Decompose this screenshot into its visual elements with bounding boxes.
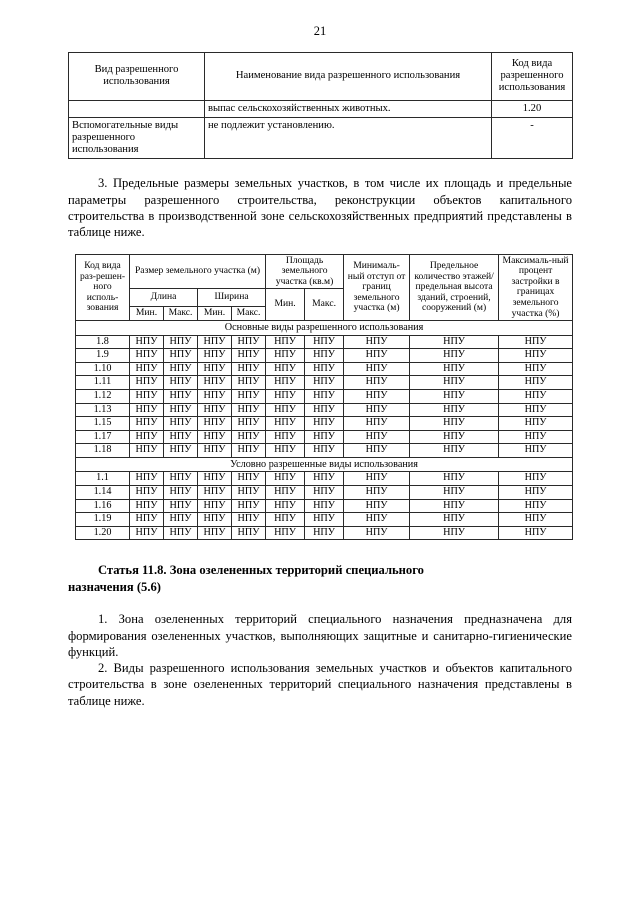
cell-width-min: НПУ [198, 417, 232, 431]
cell-width-max: НПУ [232, 417, 266, 431]
cell-floors: НПУ [410, 444, 499, 458]
cell-area-max: НПУ [305, 499, 344, 513]
cell-coverage: НПУ [499, 526, 573, 540]
table-row [76, 417, 573, 431]
table-row [76, 403, 573, 417]
table-row [76, 472, 573, 486]
cell-area-max: НПУ [305, 417, 344, 431]
cell-length-max: НПУ [164, 485, 198, 499]
cell-width-min: НПУ [198, 362, 232, 376]
article-paragraph-2: 2. Виды разрешенного использования земельных участков и объектов капитального строительства в зоне озелененных территорий специального назначения представлены в таблице ниже. [68, 661, 572, 708]
cell-floors: НПУ [410, 485, 499, 499]
article-paragraph-1: 1. Зона озелененных территорий специального назначения предназначена для формирования озелененных участков, выполняющих защитные и санитарно-гигиенические функций. [68, 612, 572, 659]
cell-floors: НПУ [410, 349, 499, 363]
cell-width-min: НПУ [198, 513, 232, 527]
cell-setback: НПУ [344, 349, 410, 363]
cell-code: 1.12 [76, 389, 130, 403]
cell-area-max: НПУ [305, 335, 344, 349]
permitted-use-table [68, 52, 573, 159]
header-max-floors: Предельное количество этажей/ предельная высота зданий, строений, сооружений (м) [410, 254, 499, 321]
cell-area-max: НПУ [305, 472, 344, 486]
cell-floors: НПУ [410, 335, 499, 349]
cell-floors: НПУ [410, 513, 499, 527]
cell-coverage: НПУ [499, 513, 573, 527]
cell-length-min: НПУ [130, 430, 164, 444]
table-row [76, 499, 573, 513]
cell-floors: НПУ [410, 499, 499, 513]
cell-use-name: не подлежит установлению. [205, 117, 492, 159]
header-width-min: Мин. [198, 307, 232, 321]
cell-width-max: НПУ [232, 362, 266, 376]
cell-use-code: - [492, 117, 573, 159]
paragraph-limit-sizes: 3. Предельные размеры земельных участков, в том числе их площадь и предельные параметры разрешенного строительства, реконструкции объектов капитального строительства в производственной зоне сельскохозяйственных предприятий представлены в таблице ниже. [68, 176, 572, 240]
cell-coverage: НПУ [499, 389, 573, 403]
cell-area-min: НПУ [266, 485, 305, 499]
cell-setback: НПУ [344, 430, 410, 444]
cell-floors: НПУ [410, 417, 499, 431]
cell-floors: НПУ [410, 430, 499, 444]
permitted-use-table-wrapper [0, 42, 640, 159]
table-row [76, 430, 573, 444]
cell-area-min: НПУ [266, 513, 305, 527]
cell-length-max: НПУ [164, 499, 198, 513]
cell-length-min: НПУ [130, 362, 164, 376]
table-header-row [69, 53, 573, 101]
cell-coverage: НПУ [499, 349, 573, 363]
cell-length-max: НПУ [164, 362, 198, 376]
limit-parameters-table [75, 254, 573, 541]
header-max-coverage: Максималь-ный процент застройки в границах земельного участка (%) [499, 254, 573, 321]
cell-length-max: НПУ [164, 430, 198, 444]
header-use-type: Вид разрешенного использования [69, 53, 205, 101]
cell-length-max: НПУ [164, 417, 198, 431]
cell-length-max: НПУ [164, 389, 198, 403]
cell-area-min: НПУ [266, 403, 305, 417]
page-number: 21 [313, 24, 327, 38]
cell-width-min: НПУ [198, 389, 232, 403]
cell-use-code: 1.20 [492, 100, 573, 117]
cell-width-min: НПУ [198, 472, 232, 486]
cell-area-min: НПУ [266, 349, 305, 363]
cell-area-max: НПУ [305, 389, 344, 403]
header-area-min: Мин. [266, 289, 305, 321]
cell-width-min: НПУ [198, 349, 232, 363]
cell-code: 1.14 [76, 485, 130, 499]
cell-area-min: НПУ [266, 389, 305, 403]
cell-width-max: НПУ [232, 335, 266, 349]
cell-width-max: НПУ [232, 499, 266, 513]
cell-length-max: НПУ [164, 349, 198, 363]
cell-length-min: НПУ [130, 349, 164, 363]
cell-length-min: НПУ [130, 444, 164, 458]
cell-area-min: НПУ [266, 417, 305, 431]
cell-code: 1.16 [76, 499, 130, 513]
table-section-row [76, 457, 573, 471]
limit-parameters-table-wrapper [0, 250, 640, 541]
table-row [69, 100, 573, 117]
table-section-row [76, 321, 573, 335]
cell-code: 1.18 [76, 444, 130, 458]
cell-coverage: НПУ [499, 335, 573, 349]
cell-length-min: НПУ [130, 376, 164, 390]
cell-setback: НПУ [344, 526, 410, 540]
table-row [69, 117, 573, 159]
header-code: Код вида раз-решен-ного исполь-зования [76, 254, 130, 321]
cell-floors: НПУ [410, 472, 499, 486]
cell-use-name: выпас сельскохозяйственных животных. [205, 100, 492, 117]
article-heading-line-2: назначения (5.6) [68, 579, 161, 594]
cell-width-min: НПУ [198, 444, 232, 458]
table-row [76, 513, 573, 527]
cell-code: 1.13 [76, 403, 130, 417]
cell-length-min: НПУ [130, 403, 164, 417]
cell-setback: НПУ [344, 417, 410, 431]
cell-length-min: НПУ [130, 389, 164, 403]
cell-area-max: НПУ [305, 403, 344, 417]
cell-code: 1.20 [76, 526, 130, 540]
cell-floors: НПУ [410, 362, 499, 376]
cell-code: 1.19 [76, 513, 130, 527]
table-row [76, 485, 573, 499]
cell-width-min: НПУ [198, 335, 232, 349]
section-title-conditional-uses: Условно разрешенные виды использования [76, 457, 573, 471]
table-header-row-1 [76, 254, 573, 289]
cell-area-max: НПУ [305, 513, 344, 527]
cell-coverage: НПУ [499, 485, 573, 499]
cell-width-min: НПУ [198, 499, 232, 513]
table-row [76, 349, 573, 363]
cell-coverage: НПУ [499, 403, 573, 417]
cell-length-max: НПУ [164, 472, 198, 486]
cell-coverage: НПУ [499, 417, 573, 431]
header-use-code: Код вида разрешенного использования [492, 53, 573, 101]
cell-area-max: НПУ [305, 485, 344, 499]
cell-setback: НПУ [344, 389, 410, 403]
cell-coverage: НПУ [499, 472, 573, 486]
cell-setback: НПУ [344, 335, 410, 349]
header-use-name: Наименование вида разрешенного использования [205, 53, 492, 101]
cell-area-min: НПУ [266, 499, 305, 513]
spacer [0, 241, 640, 250]
cell-area-max: НПУ [305, 362, 344, 376]
cell-width-max: НПУ [232, 472, 266, 486]
header-length-min: Мин. [130, 307, 164, 321]
cell-setback: НПУ [344, 513, 410, 527]
header-min-setback: Минималь-ный отступ от границ земельного участка (м) [344, 254, 410, 321]
cell-setback: НПУ [344, 403, 410, 417]
table-row [76, 335, 573, 349]
cell-code: 1.15 [76, 417, 130, 431]
cell-length-min: НПУ [130, 499, 164, 513]
cell-setback: НПУ [344, 362, 410, 376]
header-plot-area-group: Площадь земельного участка (кв.м) [266, 254, 344, 289]
cell-width-min: НПУ [198, 485, 232, 499]
cell-area-min: НПУ [266, 430, 305, 444]
cell-length-min: НПУ [130, 472, 164, 486]
cell-length-max: НПУ [164, 526, 198, 540]
cell-setback: НПУ [344, 444, 410, 458]
section-title-main-uses: Основные виды разрешенного использования [76, 321, 573, 335]
cell-code: 1.11 [76, 376, 130, 390]
cell-width-max: НПУ [232, 376, 266, 390]
table-row [76, 526, 573, 540]
cell-code: 1.17 [76, 430, 130, 444]
cell-width-min: НПУ [198, 403, 232, 417]
table-row [76, 376, 573, 390]
header-width: Ширина [198, 289, 266, 307]
cell-area-min: НПУ [266, 335, 305, 349]
cell-length-max: НПУ [164, 335, 198, 349]
cell-length-min: НПУ [130, 335, 164, 349]
cell-code: 1.8 [76, 335, 130, 349]
cell-area-min: НПУ [266, 376, 305, 390]
cell-coverage: НПУ [499, 430, 573, 444]
cell-width-max: НПУ [232, 444, 266, 458]
spacer [0, 159, 640, 175]
cell-use-type [69, 100, 205, 117]
cell-width-max: НПУ [232, 389, 266, 403]
cell-use-type: Вспомогательные виды разрешенного использования [69, 117, 205, 159]
cell-code: 1.9 [76, 349, 130, 363]
cell-area-min: НПУ [266, 362, 305, 376]
cell-code: 1.10 [76, 362, 130, 376]
cell-area-max: НПУ [305, 430, 344, 444]
cell-area-min: НПУ [266, 472, 305, 486]
cell-area-max: НПУ [305, 376, 344, 390]
cell-floors: НПУ [410, 389, 499, 403]
article-heading-line-1: Статья 11.8. Зона озелененных территорий специального [98, 563, 424, 578]
cell-width-max: НПУ [232, 349, 266, 363]
cell-length-max: НПУ [164, 403, 198, 417]
cell-floors: НПУ [410, 403, 499, 417]
cell-length-min: НПУ [130, 513, 164, 527]
cell-area-max: НПУ [305, 444, 344, 458]
table-row [76, 362, 573, 376]
cell-width-max: НПУ [232, 403, 266, 417]
cell-width-min: НПУ [198, 376, 232, 390]
cell-coverage: НПУ [499, 444, 573, 458]
cell-coverage: НПУ [499, 362, 573, 376]
cell-code: 1.1 [76, 472, 130, 486]
header-length-max: Макс. [164, 307, 198, 321]
cell-width-min: НПУ [198, 430, 232, 444]
cell-setback: НПУ [344, 472, 410, 486]
cell-length-min: НПУ [130, 417, 164, 431]
cell-length-max: НПУ [164, 513, 198, 527]
header-length: Длина [130, 289, 198, 307]
cell-area-max: НПУ [305, 526, 344, 540]
cell-floors: НПУ [410, 376, 499, 390]
cell-length-max: НПУ [164, 376, 198, 390]
cell-width-max: НПУ [232, 430, 266, 444]
table-row [76, 444, 573, 458]
cell-width-min: НПУ [198, 526, 232, 540]
cell-area-min: НПУ [266, 526, 305, 540]
spacer [0, 540, 640, 562]
cell-length-min: НПУ [130, 526, 164, 540]
cell-length-max: НПУ [164, 444, 198, 458]
cell-width-max: НПУ [232, 513, 266, 527]
cell-coverage: НПУ [499, 499, 573, 513]
header-width-max: Макс. [232, 307, 266, 321]
spacer [0, 595, 640, 611]
cell-length-min: НПУ [130, 485, 164, 499]
cell-coverage: НПУ [499, 376, 573, 390]
cell-setback: НПУ [344, 499, 410, 513]
cell-setback: НПУ [344, 376, 410, 390]
header-area-max: Макс. [305, 289, 344, 321]
table-row [76, 389, 573, 403]
cell-floors: НПУ [410, 526, 499, 540]
cell-width-max: НПУ [232, 526, 266, 540]
cell-width-max: НПУ [232, 485, 266, 499]
header-plot-size-group: Размер земельного участка (м) [130, 254, 266, 289]
cell-setback: НПУ [344, 485, 410, 499]
cell-area-max: НПУ [305, 349, 344, 363]
cell-area-min: НПУ [266, 444, 305, 458]
